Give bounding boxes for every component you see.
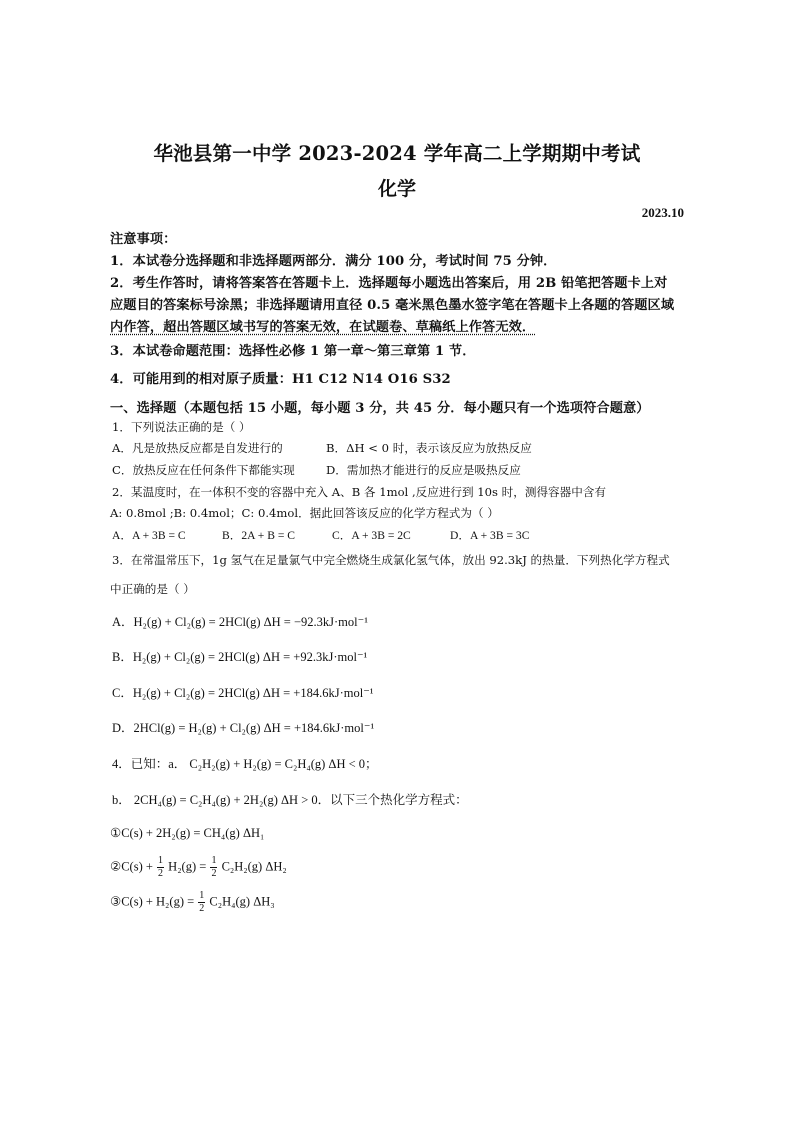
q2-option-a: A．A + 3B = C [112,529,186,542]
notes-item-2-line-1: 2．考生作答时，请将答案答在答题卡上．选择题每小题选出答案后，用 2B 铅笔把答题卡上对 [110,276,668,291]
q4-eq2-mid: H₂(g) = [168,859,207,874]
q4-eq2-post: C₂H₂(g) ΔH₂ [221,859,287,874]
q4-equation-1: ①C(s) + 2H₂(g) = CH₄(g) ΔH₁ [110,826,265,840]
fraction-half [157,855,164,880]
q2-option-d: D．A + 3B = 3C [450,529,530,542]
fraction-half [210,855,217,880]
exam-title: 华池县第一中学 2023-2024 学年高二上学期期中考试 [153,142,641,165]
notes-item-2-line-3-text: 内作答，超出答题区域书写的答案无效，在试题卷、草稿纸上作答无效． [110,320,536,335]
q2-option-c: C．A + 3B = 2C [332,529,411,542]
fraction-numerator: 1 [158,855,164,866]
q2-stem-line-2: A: 0.8mol ;B: 0.4mol；C: 0.4mol．据此回答该反应的化学方程式为（ ） [110,506,499,520]
fraction-denominator: 2 [158,868,164,879]
fraction-half [198,890,205,915]
q1-option-a: A．凡是放热反应都是自发进行的 [112,441,283,455]
section-1-heading: 一、选择题（本题包括 15 小题，每小题 3 分，共 45 分．每小题只有一个选项符合题意） [110,401,650,416]
q4-given-a: 4．已知：a． C₂H₂(g) + H₂(g) = C₂H₄(g) ΔH < 0； [112,757,378,771]
q3-option-b: B．H₂(g) + Cl₂(g) = 2HCl(g) ΔH = +92.3kJ·mol⁻¹ [112,650,368,664]
q4-eq3-post: C₂H₄(g) ΔH₃ [209,894,275,909]
fraction-denominator: 2 [211,868,217,879]
notes-item-2-line-2: 应题目的答案标号涂黑；非选择题请用直径 0.5 毫米黑色墨水签字笔在答题卡上各题的答题区域 [110,298,675,313]
q2-stem-line-1: 2．某温度时，在一体积不变的容器中充入 A、B 各 1mol ,反应进行到 10s 时，测得容器中含有 [112,485,607,499]
notes-item-3: 3．本试卷命题范围：选择性必修 1 第一章～第三章第 1 节． [110,344,476,359]
notes-item-4: 4．可能用到的相对原子质量：H1 C12 N14 O16 S32 [110,372,451,387]
q1-option-d: D．需加热才能进行的反应是吸热反应 [326,463,521,477]
notes-item-1: 1．本试卷分选择题和非选择题两部分．满分 100 分，考试时间 75 分钟． [110,254,557,269]
q4-eq3-pre: ③C(s) + H₂(g) = [110,894,195,909]
q3-option-d: D．2HCl(g) = H₂(g) + Cl₂(g) ΔH = +184.6kJ·mol⁻¹ [112,721,375,735]
notes-item-2-line-3 [110,316,535,335]
q1-option-c: C．放热反应在任何条件下都能实现 [112,463,295,477]
q4-eq2-pre: ②C(s) + [110,859,153,874]
fraction-numerator: 1 [199,890,205,901]
q3-stem-line-1: 3．在常温常压下，1g 氢气在足量氯气中完全燃烧生成氯化氢气体，放出 92.3kJ 的热量．下列热化学方程式 [112,553,670,567]
q3-stem-line-2: 中正确的是（ ） [110,582,195,596]
q1-option-b: B．ΔH < 0 时，表示该反应为放热反应 [326,441,532,455]
fraction-denominator: 2 [199,903,205,914]
q3-option-c: C．H₂(g) + Cl₂(g) = 2HCl(g) ΔH = +184.6kJ·mol⁻¹ [112,686,374,700]
q4-equation-3 [110,890,275,915]
fraction-numerator: 1 [211,855,217,866]
q4-equation-2 [110,855,287,880]
exam-date: 2023.10 [641,205,684,220]
q1-stem: 1．下列说法正确的是（ ） [112,420,251,434]
notes-heading: 注意事项： [110,232,177,247]
exam-subject: 化学 [377,178,416,200]
q4-given-b: b． 2CH₄(g) = C₂H₄(g) + 2H₂(g) ΔH > 0．以下三个热化学方程式： [112,793,468,807]
q2-option-b: B．2A + B = C [222,529,295,542]
q3-option-a: A．H₂(g) + Cl₂(g) = 2HCl(g) ΔH = −92.3kJ·mol⁻¹ [112,615,368,629]
